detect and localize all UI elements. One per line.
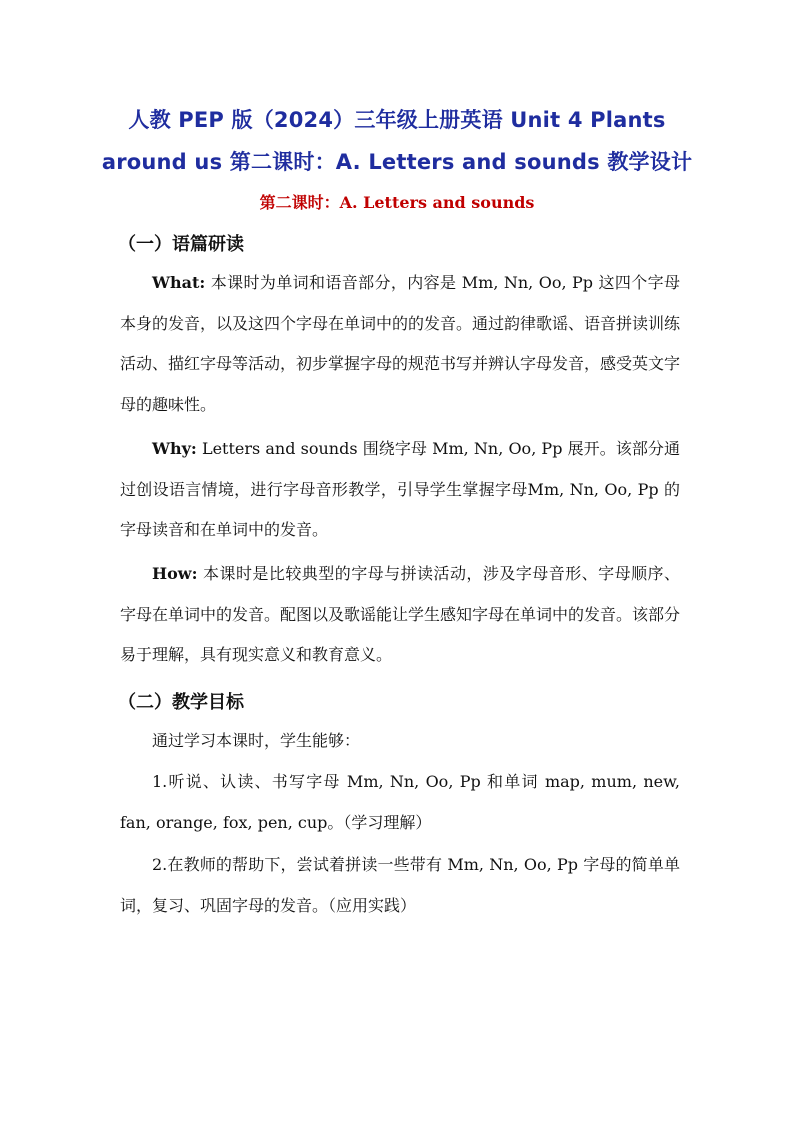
section-heading-teaching-goals: （二）教学目标 — [118, 692, 244, 713]
why-label: Why: — [152, 439, 197, 458]
document-title-line-1: 人教 PEP 版（2024）三年级上册英语 Unit 4 Plants — [128, 108, 666, 132]
goal-item-1: 1.听说、认读、书写字母 Mm, Nn, Oo, Pp 和单词 map, mum, new, fan, orange, fox, pen, cup。（学习理解） — [120, 772, 680, 832]
document-title-line-2: around us 第二课时：A. Letters and sounds 教学设计 — [101, 150, 693, 174]
goal-item-2: 2.在教师的帮助下，尝试着拼读一些带有 Mm, Nn, Oo, Pp 字母的简单单词，复习、巩固字母的发音。（应用实践） — [120, 855, 680, 915]
what-label: What: — [152, 273, 206, 292]
what-text: 本课时为单词和语音部分，内容是 Mm, Nn, Oo, Pp 这四个字母本身的发音，以及这四个字母在单词中的的发音。通过韵律歌谣、语音拼读训练活动、描红字母等活动，初步掌握字母的规范书写并辨认字母发音，感受英文字母的趣味性。 — [120, 273, 681, 414]
how-label: How: — [152, 564, 198, 583]
section-heading-text-analysis: （一）语篇研读 — [118, 234, 244, 255]
paragraph-how — [120, 554, 680, 676]
paragraph-what — [120, 263, 680, 425]
how-text: 本课时是比较典型的字母与拼读活动，涉及字母音形、字母顺序、字母在单词中的发音。配图以及歌谣能让学生感知字母在单词中的发音。该部分易于理解，具有现实意义和教育意义。 — [120, 564, 681, 664]
lesson-subtitle: 第二课时：A. Letters and sounds — [259, 193, 535, 212]
goals-intro: 通过学习本课时，学生能够： — [152, 731, 361, 750]
why-text: Letters and sounds 围绕字母 Mm, Nn, Oo, Pp 展开。该部分通过创设语言情境，进行字母音形教学，引导学生掌握字母Mm, Nn, Oo, Pp 的字母读音和在单词中的发音。 — [120, 439, 680, 539]
paragraph-why — [120, 429, 680, 551]
